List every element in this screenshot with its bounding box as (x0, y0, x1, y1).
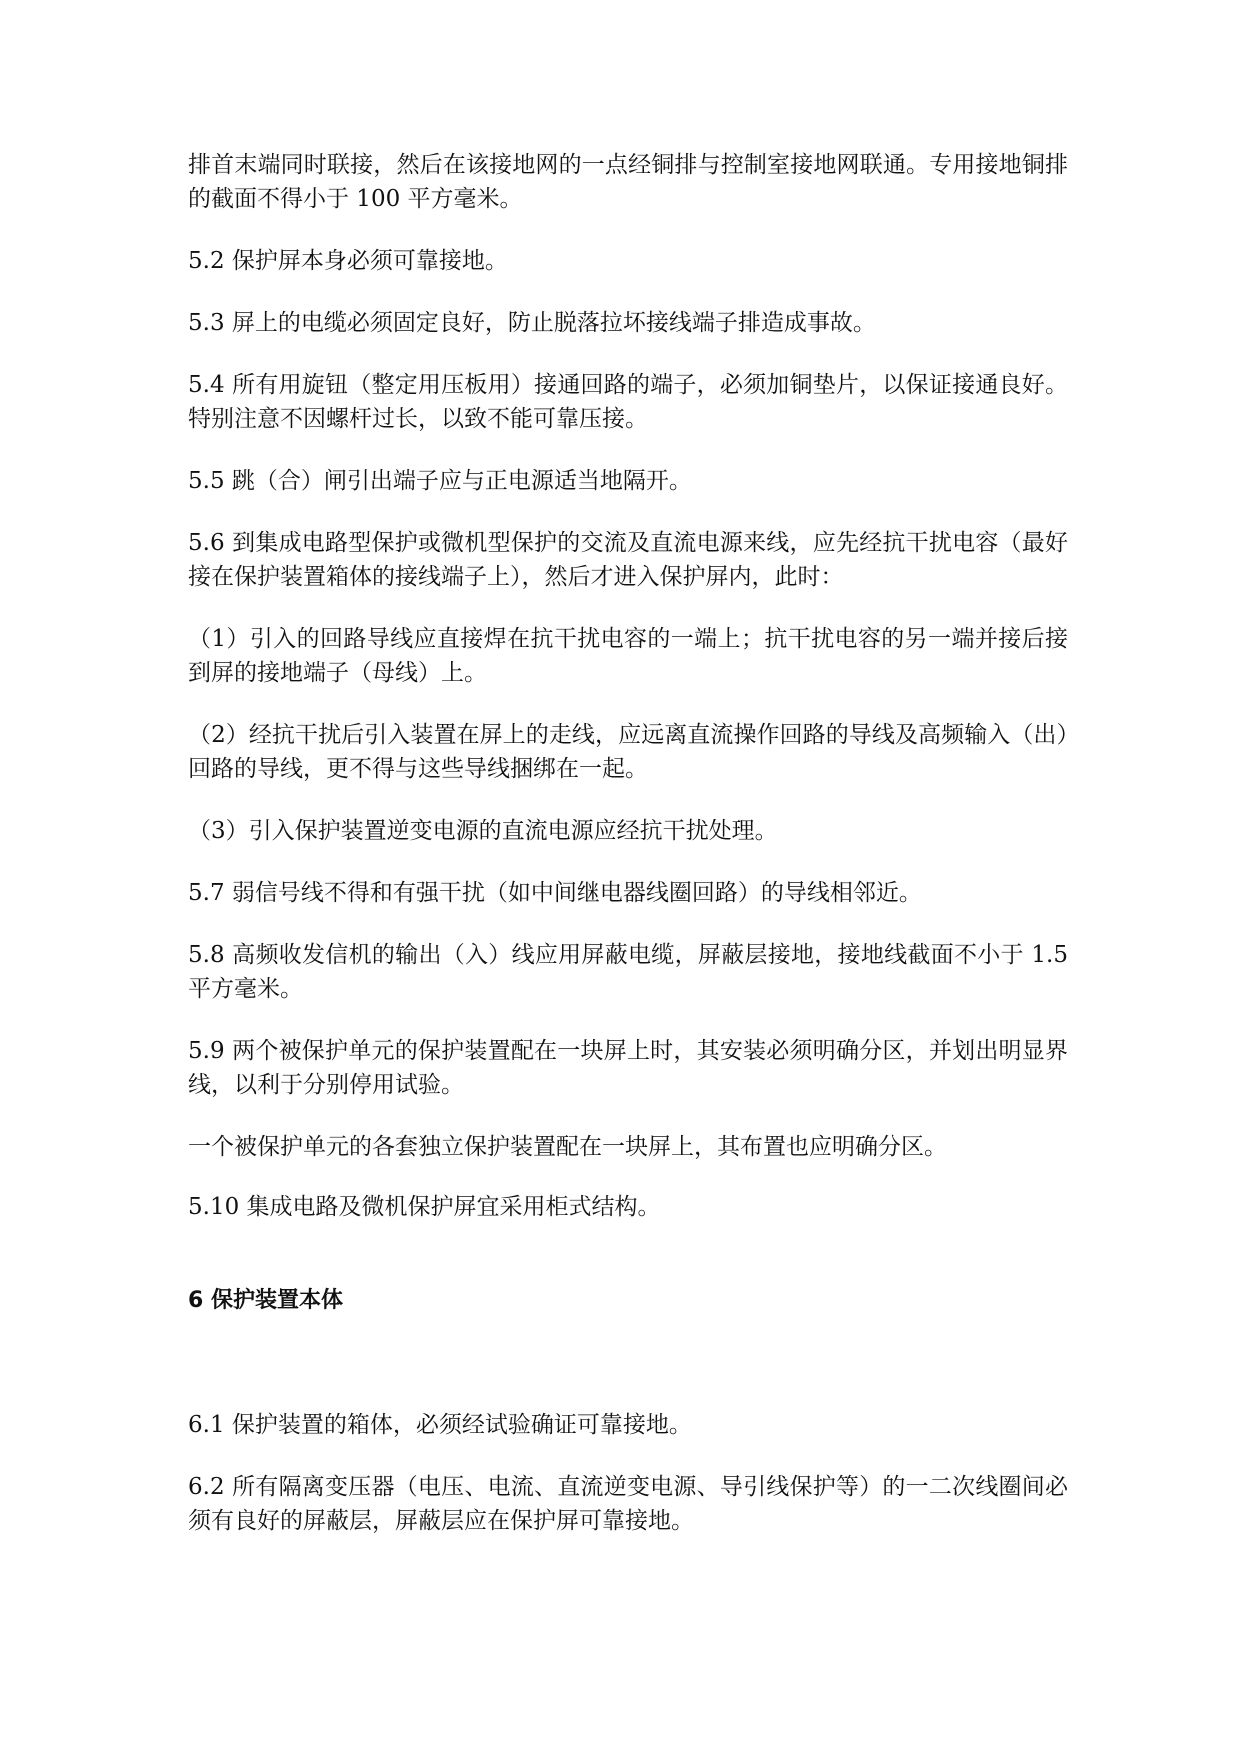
paragraph: （1）引入的回路导线应直接焊在抗干扰电容的一端上；抗干扰电容的另一端并接后接到屏的接地端子（母线）上。 (188, 626, 1068, 686)
paragraph: （3）引入保护装置逆变电源的直流电源应经抗干扰处理。 (188, 818, 778, 844)
paragraph: 5.5 跳（合）闸引出端子应与正电源适当地隔开。 (188, 468, 692, 494)
paragraph: 5.8 高频收发信机的输出（入）线应用屏蔽电缆，屏蔽层接地，接地线截面不小于 1.5 平方毫米。 (188, 942, 1068, 1002)
paragraph: 5.10 集成电路及微机保护屏宜采用柜式结构。 (188, 1194, 661, 1220)
paragraph: 6.2 所有隔离变压器（电压、电流、直流逆变电源、导引线保护等）的一二次线圈间必须有良好的屏蔽层，屏蔽层应在保护屏可靠接地。 (188, 1474, 1068, 1534)
paragraph: 5.2 保护屏本身必须可靠接地。 (188, 248, 508, 274)
paragraph: 6.1 保护装置的箱体，必须经试验确证可靠接地。 (188, 1412, 692, 1438)
paragraph: （2）经抗干扰后引入装置在屏上的走线，应远离直流操作回路的导线及高频输入（出）回路的导线，更不得与这些导线捆绑在一起。 (188, 722, 1068, 782)
paragraph: 5.6 到集成电路型保护或微机型保护的交流及直流电源来线，应先经抗干扰电容（最好接在保护装置箱体的接线端子上），然后才进入保护屏内，此时： (188, 530, 1068, 590)
paragraph: 5.9 两个被保护单元的保护装置配在一块屏上时，其安装必须明确分区，并划出明显界线，以利于分别停用试验。 (188, 1038, 1068, 1098)
paragraph: 5.7 弱信号线不得和有强干扰（如中间继电器线圈回路）的导线相邻近。 (188, 880, 922, 906)
paragraph: 5.3 屏上的电缆必须固定良好，防止脱落拉坏接线端子排造成事故。 (188, 310, 876, 336)
paragraph: 5.4 所有用旋钮（整定用压板用）接通回路的端子，必须加铜垫片，以保证接通良好。特别注意不因螺杆过长，以致不能可靠压接。 (188, 372, 1068, 432)
paragraph: 一个被保护单元的各套独立保护装置配在一块屏上，其布置也应明确分区。 (188, 1134, 947, 1160)
paragraph: 排首末端同时联接，然后在该接地网的一点经铜排与控制室接地网联通。专用接地铜排的截面不得小于 100 平方毫米。 (188, 152, 1068, 212)
document-body (188, 148, 1068, 1566)
section-heading: 6 保护装置本体 (188, 1288, 343, 1313)
